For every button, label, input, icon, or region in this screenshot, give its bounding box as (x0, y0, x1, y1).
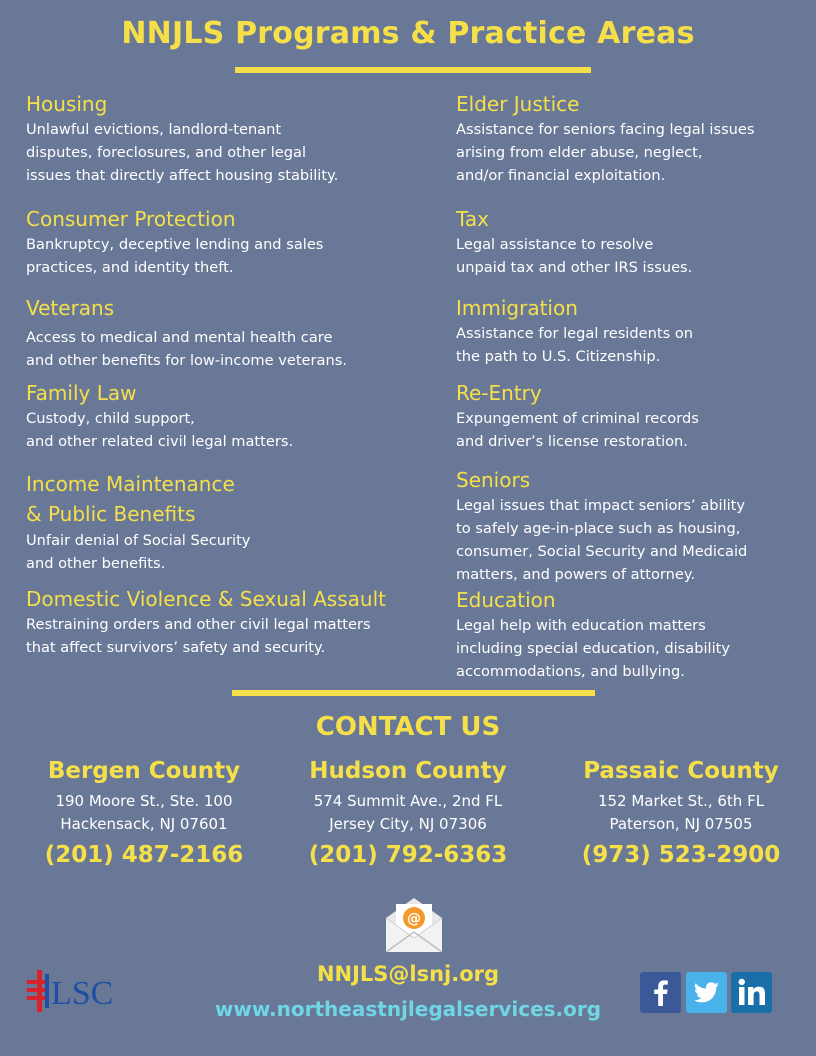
area-heading: Education (456, 588, 556, 612)
lsc-logo-text: LSC (51, 975, 114, 1012)
area-heading: Veterans (26, 296, 115, 320)
county-passaic (551, 756, 811, 870)
area-description: Unlawful evictions, landlord-tenant disputes, foreclosures, and other legal issues that directly affect housing stability. (26, 121, 339, 184)
county-name: Passaic County (583, 758, 779, 784)
area-description: Custody, child support, and other related civil legal matters. (26, 410, 294, 450)
area-heading: Immigration (456, 296, 578, 320)
area-heading: Elder Justice (456, 92, 580, 116)
page-title: NNJLS Programs & Practice Areas (121, 16, 695, 51)
address-line-2: Paterson, NJ 07505 (609, 815, 753, 833)
area-heading: Housing (26, 92, 108, 116)
area-description: Bankruptcy, deceptive lending and sales practices, and identity theft. (26, 236, 324, 276)
area-heading: Consumer Protection (26, 207, 236, 231)
facebook-icon[interactable] (640, 972, 681, 1013)
area-description: Access to medical and mental health care and other benefits for low-income veterans. (26, 329, 347, 369)
address-line-2: Hackensack, NJ 07601 (60, 815, 228, 833)
lsc-logo (25, 968, 137, 1014)
top-divider (235, 67, 591, 73)
address-line-2: Jersey City, NJ 07306 (329, 815, 487, 833)
county-bergen (14, 756, 274, 870)
area-domestic-violence (26, 585, 436, 659)
area-seniors (456, 466, 801, 586)
address-line-1: 574 Summit Ave., 2nd FL (313, 792, 503, 810)
twitter-icon[interactable] (686, 972, 727, 1013)
area-description: Legal issues that impact seniors’ ability to safely age-in-place such as housing, consumer, Social Security and Medicaid matters, and powers of attorney. (456, 497, 748, 583)
area-re-entry (456, 379, 801, 453)
address-line-1: 190 Moore St., Ste. 100 (55, 792, 233, 810)
area-elder-justice (456, 90, 801, 187)
county-phone[interactable]: (201) 792-6363 (308, 842, 508, 868)
area-heading: Income Maintenance & Public Benefits (26, 472, 235, 526)
county-phone[interactable]: (973) 523-2900 (581, 842, 781, 868)
contact-title: CONTACT US (315, 712, 501, 742)
area-heading: Domestic Violence & Sexual Assault (26, 587, 386, 611)
area-income-maintenance (26, 469, 396, 575)
county-phone[interactable]: (201) 487-2166 (44, 842, 244, 868)
area-consumer-protection (26, 205, 396, 279)
county-address (278, 790, 538, 836)
area-education (456, 586, 801, 683)
area-immigration (456, 294, 801, 368)
email-link[interactable]: NNJLS@lsnj.org (316, 962, 500, 986)
county-hudson (278, 756, 538, 870)
county-name: Bergen County (47, 758, 241, 784)
county-name: Hudson County (309, 758, 507, 784)
area-description: Legal help with education matters including special education, disability accommodations, and bullying. (456, 617, 731, 680)
area-description: Assistance for seniors facing legal issues arising from elder abuse, neglect, and/or financial exploitation. (456, 121, 755, 184)
svg-text:@: @ (407, 911, 421, 927)
area-description: Legal assistance to resolve unpaid tax and other IRS issues. (456, 236, 693, 276)
county-address (551, 790, 811, 836)
area-family-law (26, 379, 396, 453)
website-link[interactable]: www.northeastnjlegalservices.org (214, 997, 602, 1021)
area-housing (26, 90, 396, 187)
address-line-1: 152 Market St., 6th FL (597, 792, 765, 810)
area-description: Restraining orders and other civil legal matters that affect survivors’ safety and security. (26, 616, 371, 656)
area-description: Unfair denial of Social Security and other benefits. (26, 532, 251, 572)
linkedin-icon[interactable] (731, 972, 772, 1013)
area-description: Assistance for legal residents on the path to U.S. Citizenship. (456, 325, 693, 365)
county-address (14, 790, 274, 836)
area-veterans (26, 294, 396, 372)
area-heading: Seniors (456, 468, 531, 492)
envelope-at-icon (384, 896, 444, 954)
area-heading: Tax (456, 207, 489, 231)
area-heading: Re-Entry (456, 381, 542, 405)
area-heading: Family Law (26, 381, 137, 405)
area-description: Expungement of criminal records and driver’s license restoration. (456, 410, 699, 450)
area-tax (456, 205, 801, 279)
middle-divider (232, 690, 595, 696)
